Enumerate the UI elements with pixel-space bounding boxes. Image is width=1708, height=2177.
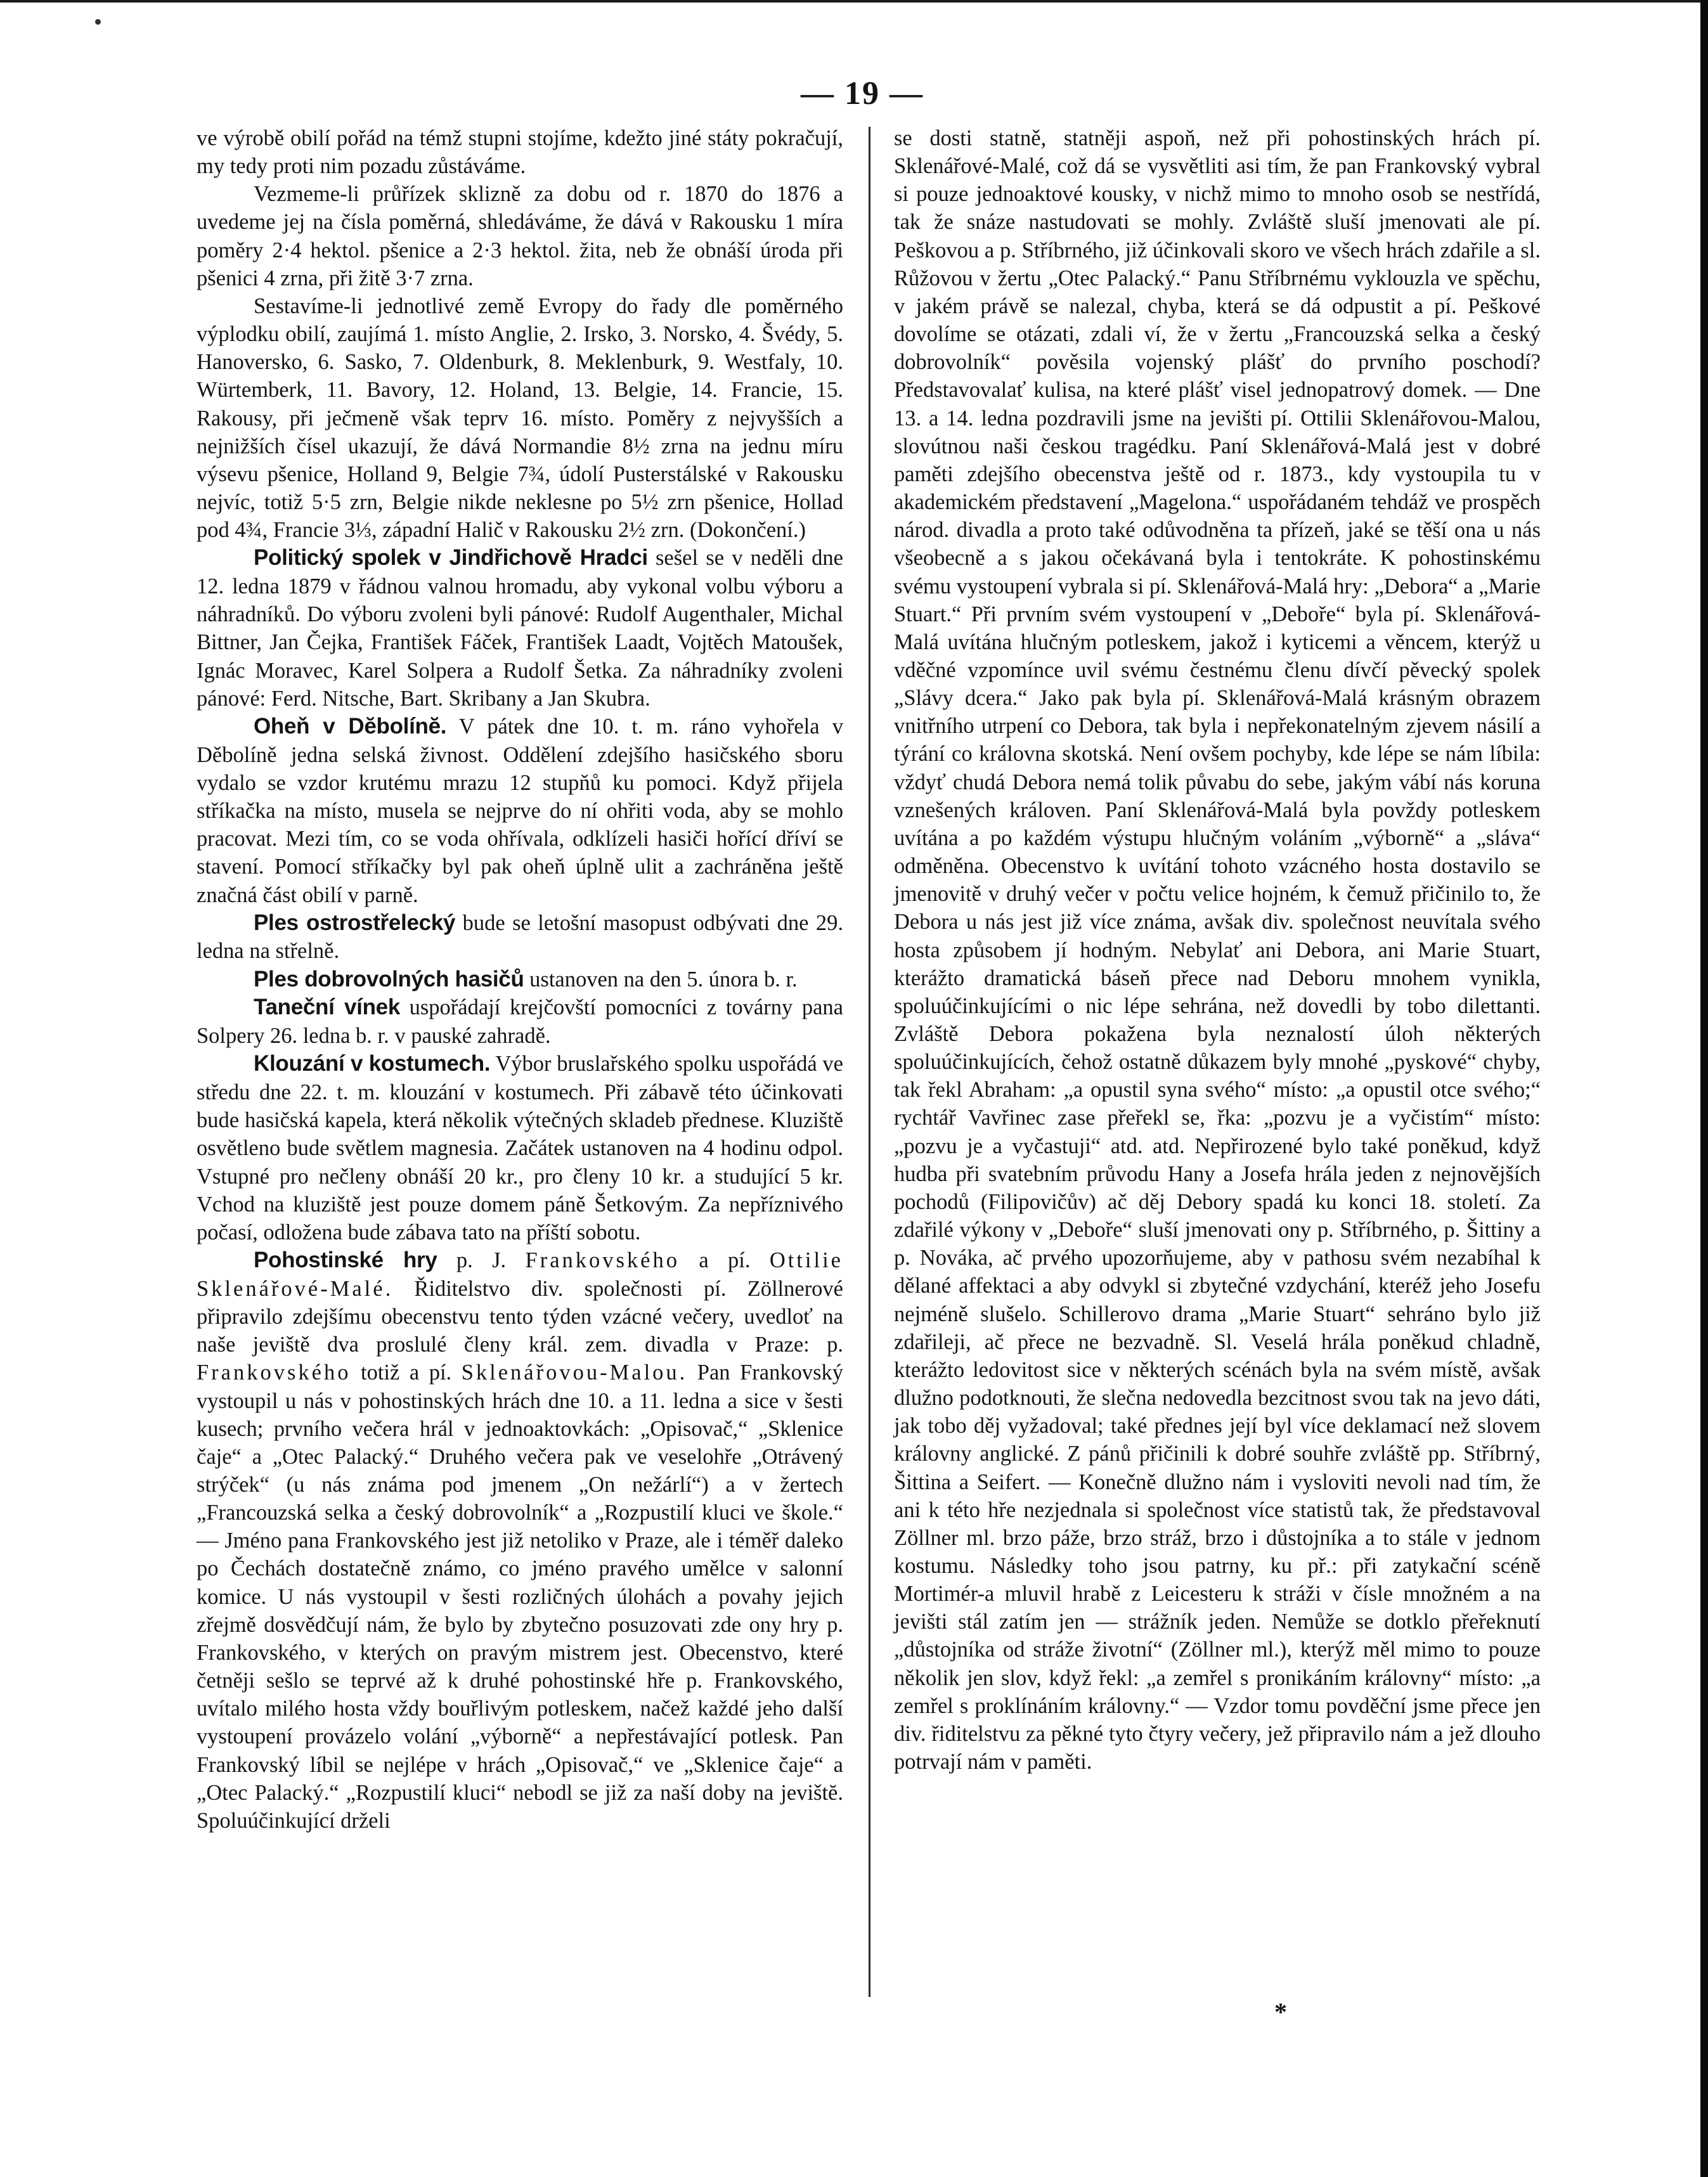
news-text: uspořádají krejčovští pomocníci z továrny pana Solpery 26. ledna b. r. v pauské zahradě. [197, 995, 843, 1049]
right-column [894, 124, 1541, 1776]
news-text: Pan Frankovský vystoupil u nás v pohostinských hrách dne 10. a 11. ledna a sice v šesti kusech; prvního večera hrál v jednoaktovkách: „Opisovač,“ „Sklenice čaje“ a „Otec Palacký.“ Druhého večera pak ve veselohře „Otrávený strýček“ (u nás známa pod jmenem „On nežárlí“) a v žertech „Francouzská selka a český dobrovolník“ a „Rozpustilí kluci ve škole.“ — Jméno pana Frankovského jest již netoliko v Praze, ale i téměř daleko po Čechách dostatečně známo, co jméno pravého umělce v salonní komice. U nás vystoupil v šesti rozličných úlohách a povahy jejich zřejmě dosvědčují nám, že bylo by zbytečno posuzovati zde ony hry p. Frankovského, v kterých on pravým mistrem jest. Obecenstvo, které četněji sešlo se teprvé až k druhé pohostinské hře p. Frankovského, uvítalo milého hosta vždy bouřlivým potleskem, načež každé jeho další vystoupení provázelo volání „výborně“ a nepřestávající potlesk. Pan Frankovský líbil se nejlépe v hrách „Opisovač,“ ve „Sklenice čaje“ a „Otec Palacký.“ „Rozpustilí kluci“ nebodl se již za naší doby na jevištĕ. Spoluúčinkující drželi [197, 1360, 844, 1833]
news-political-club [197, 544, 843, 713]
news-text: bude se letošní masopust odbývati dne 29. ledna na střelně. [197, 910, 843, 964]
left-column [197, 124, 843, 1835]
news-firemen-ball [197, 966, 843, 994]
column-rule [869, 127, 870, 1997]
footer-asterisk: * [1274, 1998, 1287, 2026]
news-heading: Taneční vínek [254, 995, 400, 1020]
news-text: V pátek dne 10. t. m. ráno vyhořela v Děbolíně jedna selská živnost. Oddělení zdejšího hasičského sboru vydalo se vzdor krutému mrazu 12 stupňů ku pomoci. Když přijela stříkačka na místo, musela se nejprve do ní ohřiti voda, aby se mohlo pracovat. Mezi tím, co se voda ohřívala, odklízeli hasiči hořící dříví se stavení. Pomocí stříkačky byl pak oheň úplně ulit a zachráněna ještě značná část obilí v parně. [197, 714, 843, 907]
scan-edge-right [1700, 0, 1708, 2177]
harvest-paragraph: Vezmeme-li průřízek sklizně za dobu od r. 1870 do 1876 a uvedeme jej na čísla poměrná, shledáváme, že dává v Rakousku 1 míra poměry 2·4 hektol. pšenice a 2·3 hektol. žita, neb že obnáší úroda při pšenici 4 zrna, při žitě 3·7 zrna. [197, 182, 843, 290]
news-heading: Oheň v Dĕbolínĕ. [254, 713, 447, 739]
news-skating [197, 1050, 843, 1246]
news-heading: Ples ostrostřelecký [254, 910, 456, 935]
scan-speck [95, 19, 101, 25]
countries-paragraph: Sestavíme-li jednotlivé země Evropy do řady dle poměrného výplodku obilí, zaujímá 1. místo Anglie, 2. Irsko, 3. Norsko, 4. Švédy, 5. Hanoversko, 6. Sasko, 7. Oldenburk, 8. Meklenburk, 9. Westfaly, 10. Würtemberk, 11. Bavory, 12. Holand, 13. Belgie, 14. Francie, 15. Rakousy, při ječmeně však teprv 16. místo. Poměry z nejvyšších a nejnižších čísel ukazují, že dává Normandie 8½ zrna na jednu míru výsevu pšenice, Holland 9, Belgie 7¾, údolí Pusterstálské v Rakousku nejvíc, totiž 5·5 zrn, Belgie nikde neklesne po 5½ zrn pšenice, Hollad pod 4¾, Francie 3⅓, západní Halič v Rakousku 2½ zrn. (Dokončení.) [197, 294, 843, 543]
actor-name: Frankovského [197, 1360, 351, 1385]
article-ending-paragraph: ve výrobě obilí pořád na témž stupni stojíme, kdežto jiné státy pokračují, my tedy proti nim pozadu zůstáváme. [197, 126, 843, 179]
news-heading: Klouzání v kostumech. [254, 1051, 491, 1076]
news-text: ustanoven na den 5. února b. r. [524, 967, 798, 992]
news-dance [197, 993, 843, 1050]
news-heading: Politický spolek v Jindřichově Hradci [254, 545, 648, 571]
news-text: p. J. [437, 1248, 526, 1273]
review-continuation: se dosti statně, statněji aspoň, než při pohostinských hrách pí. Sklenářové-Malé, což dá se vysvětliti asi tím, že pan Frankovský vybral si pouze jednoaktové kousky, v nichž mimo to mnoho osob se nestřídá, tak že snáze nastudovati se mohly. Zvláště sluší jmenovati ale pí. Peškovou a p. Stříbrného, již účinkovali skoro ve všech hrách zdařile a sl. Růžovou v žertu „Otec Palacký.“ Panu Stříbrnému vyklouzla ve spěchu, v jakém právě se nalezal, chyba, která se dá odpustit a pí. Peškové dovolíme se otázati, zdali ví, že v žertu „Francouzská selka a český dobrovolník“ pověsila vojenský plášť do prvního poschodí? Představovalať kulisa, na které plášť visel jednopatrový domek. — Dne 13. a 14. ledna pozdravili jsme na jevišti pí. Ottilii Sklenářovou-Malou, slovútnou naši českou tragédku. Paní Sklenářová-Malá jest v dobré paměti zdejšího obecenstva ještě od r. 1873., kdy vystoupila tu v akademickém představení „Magelona.“ uspořádaném tehdáž ve prospěch národ. divadla a proto také odůvodněna ta přízeň, jaké se těší ona u nás všeobecně a s jakou očekávaná byla i tentokráte. K pohostinskému svému vystoupení vybrala si pí. Sklenářová-Malá hry: „Debora“ a „Marie Stuart.“ Při prvním svém vystoupení v „Deboře“ byla pí. Sklenářová-Malá uvítána hlučným potleskem, jakož i kyticemi a věncem, kterýž u vděčné vzpomínce uvil svému čestnému členu dívčí pěvecký spolek „Slávy dcera.“ Jako pak byla pí. Sklenářová-Malá krásným obrazem vnitřního utrpení co Debora, tak byla i nepřekonatelným zjevem násilí a týrání co královna skotská. Není ovšem pochyby, kde lépe se nám líbila: vždyť chudá Debora nemá tolik půvabu do sebe, jakým vábí nás koruna vznešených královen. Paní Sklenářová-Malá byla povždy potleskem uvítána a po každém výstupu hlučným voláním „výborně“ a „sláva“ odměněna. Obecenstvo k uvítání tohoto vzácného hosta dostavilo se jmenovitě v druhý večer v počtu velice hojném, k čemuž přičinilo to, že Debora u nás jest již více známa, avšak div. společnost neuvítala svého hosta způsobem jí hodným. Nebylať ani Debora, ani Marie Stuart, kterážto dramatická báseň přece nad Deboru mnohem vynikla, spoluúčinkujícími o nic lépe sehrána, než dovedli by tobo dilettanti. Zvláště Debora pokažena byla neznalostí úloh některých spoluúčinkujících, čehož ostatně důkazem byly mnohé „pyskové“ chyby, tak řekl Abraham: „a opustil syna svého“ místo: „a opustil otce svého;“ rychtář Vavřinec zase přeřekl se, řka: „pozvu je a vyčistím“ místo: „pozvu je a vyčastuji“ atd. atd. Nepřirozené bylo také poněkud, když hudba při svatebním průvodu Hany a Josefa hrála jeden z nejnovějších pochodů (Filipovičův) ač děj Debory spadá ku konci 18. století. Za zdařilé výkony v „Deboře“ sluší jmenovati ony p. Stříbrného, p. Šittiny a p. Nováka, ač prvého upozorňujeme, aby v pathosu svém nezabíhal k dělané affektaci a aby odvykl si zbytečné vzdychání, kteréž jeho Josefu nejméně slušelo. Schillerovo drama „Marie Stuart“ sehráno bylo již zdařileji, ač přece ne bezvadně. Sl. Veselá hrála poněkud chladně, kterážto ledovitost sice v některých scénách byla na svém místě, avšak dlužno podotknouti, že slečna nedovedla bezcitnost svou tak na jevo dáti, jak tobo děj vyžadoval; také přednes její byl více deklamací než slovem královny anglické. Z pánů přičinili k dobré souhře zvláště pp. Stříbrný, Šittina a Seifert. — Konečně dlužno nám i vysloviti nevoli nad tím, že ani k této hře nezjednala si společnost více statistů tak, že představoval Zöllner ml. brzo páže, brzo stráž, brzo i důstojníka a to stále v jednom kostumu. Následky toho jsou patrny, ku př.: při zatykační scéně Mortimér-a mluvil hrabě z Leicesteru k stráži v čísle množném a na jevišti stál zatím jen — strážník jeden. Nemůže se dotklo přeřeknutí „důstojníka od stráže životní“ (Zöllner ml.), kterýž měl mimo to pouze několik jen slov, když řekl: „a zemřel s pronikáním královny“ místo: „a zemřel s proklínáním královny.“ — Vzdor tomu povděční jsme přece jen div. řiditelstvu za pěkné tyto čtyry večery, jež připravilo nám a jež dlouho potrvají nám v paměti. [894, 126, 1541, 1774]
news-fire [197, 713, 843, 909]
actor-name: Sklenářovou-Malou. [461, 1360, 688, 1385]
news-guest-performances [197, 1246, 843, 1835]
news-heading: Ples dobrovolných hasičů [254, 966, 524, 992]
news-text: sešel se v neděli dne 12. ledna 1879 v řádnou valnou hromadu, aby vykonal volbu výboru a náhradníků. Do výboru zvoleni byli pánové: Rudolf Augenthaler, Michal Bittner, Jan Čejka, František Fáček, František Laadt, Vojtěch Matoušek, Ignác Moravec, Karel Solpera a Rudolf Šetka. Za náhradníky zvoleni pánové: Ferd. Nitsche, Bart. Skribany a Jan Skubra. [197, 546, 843, 711]
news-text: Výbor bruslařského spolku uspořádá ve středu dne 22. t. m. klouzání v kostumech. Při zábavě této účinkovati bude hasičská kapela, která několik výtečných skladeb přednese. Kluziště osvětleno bude světlem magnesia. Začátek ustanoven na 4 hodinu odpol. Vstupné pro nečleny obnáší 20 kr., pro členy 10 kr. a studující 5 kr. Vchod na kluziště jest pouze domem páně Šetkovým. Za nepříznivého počasí, odložena bude zábava tato na příští sobotu. [197, 1052, 843, 1244]
news-text: Řiditelstvo div. společnosti pí. Zöllnerové připravilo zdejšímu obecenstvu tento týden vzácné večery, uvedloť na naše jeviště dva proslulé členy král. zem. divadla v Praze: p. [197, 1276, 843, 1357]
actor-name: Ottilie Sklenářové-Malé. [197, 1248, 843, 1301]
news-text: a pí. [680, 1248, 770, 1273]
scan-edge-top [0, 0, 1708, 3]
actor-name: Frankovského [525, 1248, 680, 1273]
news-shooters-ball [197, 909, 843, 966]
news-heading: Pohostinské hry [254, 1248, 437, 1273]
news-text: totiž a pí. [351, 1360, 462, 1385]
page-number: — 19 — [801, 75, 924, 112]
